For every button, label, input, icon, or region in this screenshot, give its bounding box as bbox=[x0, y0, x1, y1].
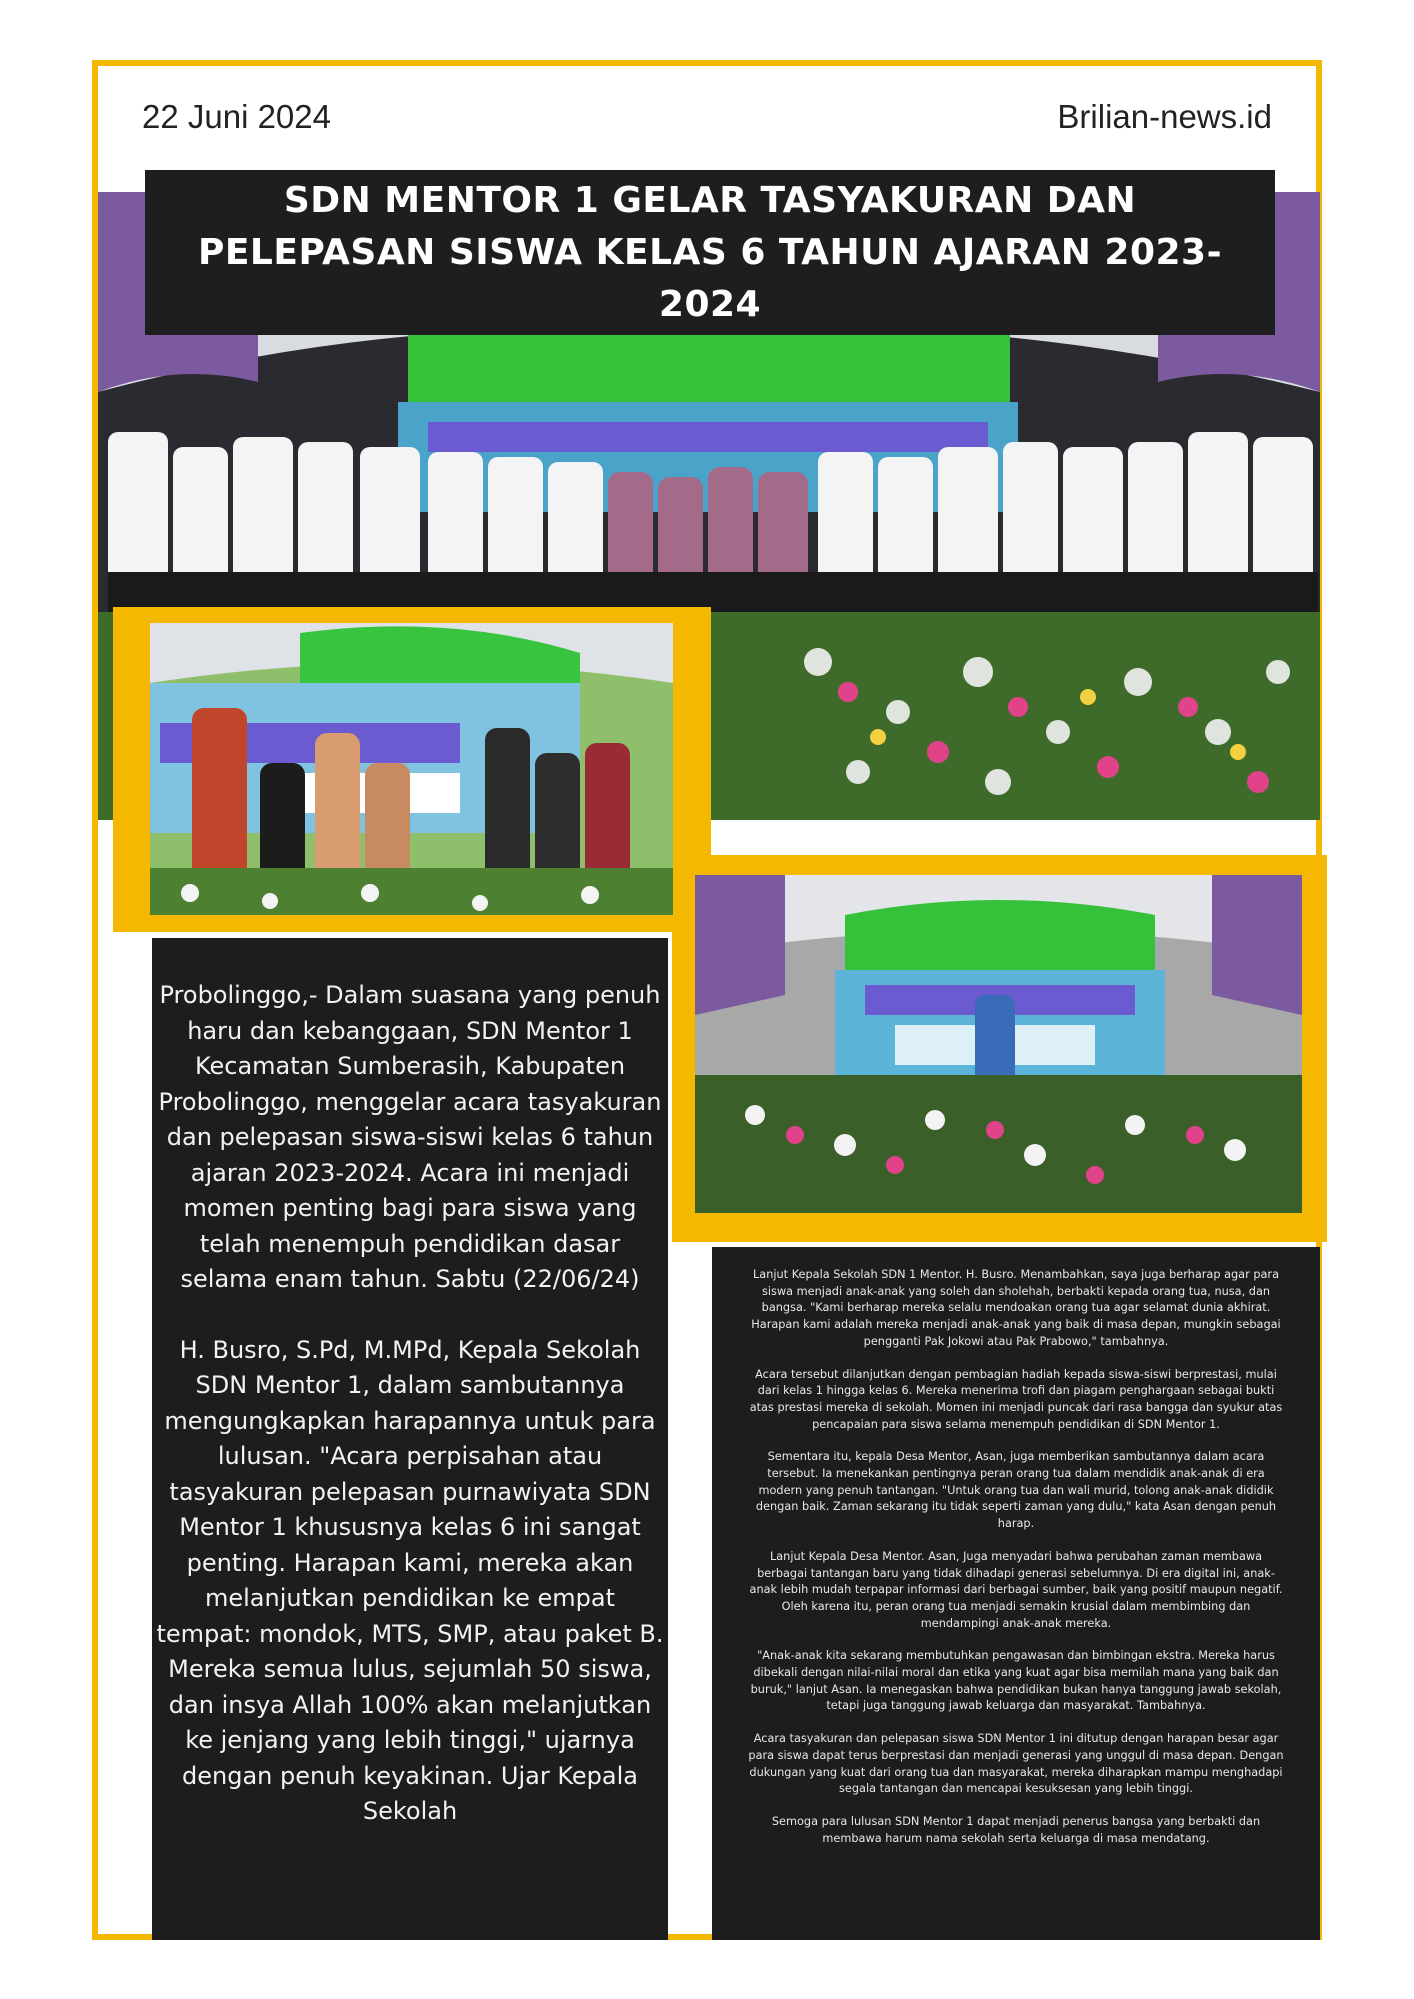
article-column-left bbox=[152, 938, 668, 1940]
article-paragraph: Sementara itu, kepala Desa Mentor, Asan, juga memberikan sambutannya dalam acara tersebut. Ia menekankan pentingnya peran orang tua dalam mendidik anak-anak di era modern yang penuh tantangan. "Untuk orang tua dan wali murid, tolong anak-anak dididik dengan baik. Zaman sekarang itu tidak seperti zaman yang dulu," kata Asan dengan penuh harap. bbox=[755, 1450, 1277, 1531]
photo-award-ceremony bbox=[150, 623, 673, 915]
article-paragraph: Acara tersebut dilanjutkan dengan pembagian hadiah kepada siswa-siswi berprestasi, mulai dari kelas 1 hingga kelas 6. Mereka menerima trofi dan piagam penghargaan sebagai bukti atas prestasi mereka di sekolah. Momen ini menjadi puncak dari rasa bangga dan syukur atas pencapaian para siswa selama menempuh pendidikan di SDN Mentor 1. bbox=[749, 1367, 1283, 1431]
site-name: Brilian-news.id bbox=[1057, 98, 1272, 135]
article-paragraph: Lanjut Kepala Desa Mentor. Asan, Juga menyadari bahwa perubahan zaman membawa berbagai tantangan baru yang tidak dihadapi generasi sebelumnya. Di era digital ini, anak-anak lebih mudah terpapar informasi dari berbagai sumber, baik yang positif maupun negatif. Oleh karena itu, peran orang tua menjadi semakin krusial dalam membimbing dan mendampingi anak-anak mereka. bbox=[749, 1549, 1283, 1630]
article-paragraph: Semoga para lulusan SDN Mentor 1 dapat menjadi penerus bangsa yang berbakti dan membawa harum nama sekolah serta keluarga di masa mendatang. bbox=[771, 1814, 1261, 1845]
headline: SDN MENTOR 1 GELAR TASYAKURAN DAN PELEPASAN SISWA KELAS 6 TAHUN AJARAN 2023-2024 bbox=[197, 179, 1223, 325]
publish-date: 22 Juni 2024 bbox=[142, 98, 331, 135]
photo-speaker-on-stage bbox=[695, 875, 1302, 1213]
article-paragraph: H. Busro, S.Pd, M.MPd, Kepala Sekolah SDN Mentor 1, dalam sambutannya mengungkapkan harapannya untuk para lulusan. "Acara perpisahan atau tasyakuran pelepasan purnawiyata SDN Mentor 1 khususnya kelas 6 ini sangat penting. Harapan kami, mereka akan melanjutkan pendidikan ke empat tempat: mondok, MTS, SMP, atau paket B. Mereka semua lulus, sejumlah 50 siswa, dan insya Allah 100% akan melanjutkan ke jenjang yang lebih tinggi," ujarnya dengan penuh keyakinan. Ujar Kepala Sekolah bbox=[156, 1335, 664, 1825]
article-paragraph: "Anak-anak kita sekarang membutuhkan pengawasan dan bimbingan ekstra. Mereka harus dibekali dengan nilai-nilai moral dan etika yang kuat agar bisa memilah mana yang baik dan buruk," lanjut Asan. Ia menegaskan bahwa pendidikan bukan hanya tanggung jawab sekolah, tetapi juga tanggung jawab keluarga dan masyarakat. Tambahnya. bbox=[750, 1649, 1282, 1713]
article-paragraph: Acara tasyakuran dan pelepasan siswa SDN Mentor 1 ini ditutup dengan harapan besar agar para siswa dapat terus berprestasi dan menjadi generasi yang unggul di masa depan. Dengan dukungan yang kuat dari orang tua dan masyarakat, mereka diharapkan mampu menghadapi segala tantangan dan mencapai kesuksesan yang lebih tinggi. bbox=[748, 1732, 1284, 1796]
article-paragraph: Probolinggo,- Dalam suasana yang penuh haru dan kebanggaan, SDN Mentor 1 Kecamatan Sumberasih, Kabupaten Probolinggo, menggelar acara tasyakuran dan pelepasan siswa-siswi kelas 6 tahun ajaran 2023-2024. Acara ini menjadi momen penting bagi para siswa yang telah menempuh pendidikan dasar selama enam tahun. Sabtu (22/06/24) bbox=[158, 981, 662, 1293]
headline-box bbox=[145, 170, 1275, 335]
article-paragraph: Lanjut Kepala Sekolah SDN 1 Mentor. H. Busro. Menambahkan, saya juga berharap agar para siswa menjadi anak-anak yang soleh dan sholehah, berbakti kepada orang tua, nusa, dan bangsa. "Kami berharap mereka selalu mendoakan orang tua agar selamat dunia akhirat. Harapan kami adalah mereka menjadi anak-anak yang baik di masa depan, mungkin sebagai pengganti Pak Jokowi atau Pak Prabowo," tambahnya. bbox=[751, 1268, 1281, 1348]
article-column-right bbox=[712, 1247, 1320, 1940]
